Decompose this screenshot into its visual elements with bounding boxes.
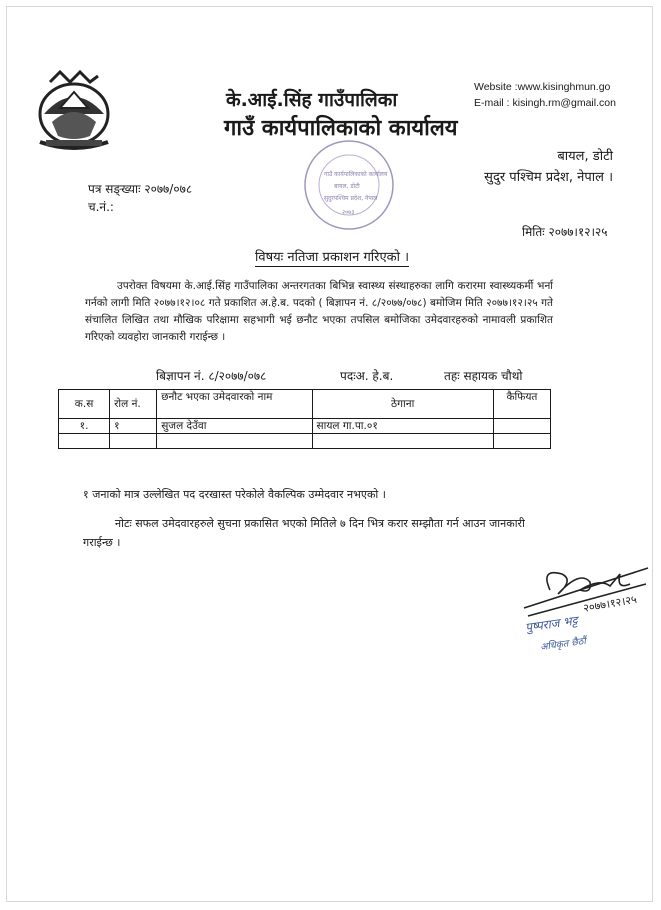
column-header-serial: क.स	[59, 390, 110, 419]
dispatch-number: च.नं.:	[88, 200, 114, 214]
office-address	[484, 146, 613, 188]
cell-address: सायल गा.पा.०१	[312, 419, 493, 434]
column-header-address: ठेगाना	[312, 390, 493, 419]
cell-remarks	[493, 419, 550, 434]
website-text: Website :www.kisinghmun.go	[474, 81, 611, 93]
address-line-1: बायल, डोटी	[557, 149, 613, 164]
stamp-text-line-1: गाउँ कार्यपालिकाको कार्यालय	[324, 171, 388, 178]
cell-roll	[110, 434, 157, 449]
nepal-emblem-icon	[30, 62, 118, 152]
post-name: पदःअ. हे.ब.	[340, 369, 394, 383]
column-header-roll: रोल नं.	[110, 390, 157, 419]
body-paragraph: उपरोक्त विषयमा के.आई.सिंह गाउँपालिका अन्तरगतका बिभिन्न स्वास्थ्य संस्थाहरुका लागि करारमा स्वास्थ्यकर्मी भर्ना गर्नको लागी मिति २०७७।१२।०८ गते प्रकाशित अ.हे.ब. पदको ( बिज्ञापन नं. ८/२०७७/०७८) बमोजिम मिति २०७७।१२।२५ गते संचालित लिखित तथा मौखिक परिक्षामा सहभागी भई छनौट भएका तपसिल बमोजिका उमेदवारहरुको नामावली प्रकाशित गरिएको व्यवहोरा जानकारी गराईन्छ ।	[85, 280, 553, 343]
signatory-title: अधिकृत छैठौं	[539, 635, 587, 654]
cell-address	[312, 434, 493, 449]
note-alternate-candidate: १ जनाको मात्र उल्लेखित पद दरखास्त परेकोले वैकल्पिक उम्मेदवार नभएको ।	[83, 488, 386, 501]
reference-block	[88, 180, 192, 216]
note-contract: नोटः सफल उमेदवारहरुले सुचना प्रकासित भएको मितिले ७ दिन भित्र करार सम्झौता गर्न आउन जानकारी गराईन्छ ।	[83, 517, 525, 549]
office-stamp	[302, 138, 396, 232]
stamp-text-line-3: सुदुरपश्चिम प्रदेश, नेपाल	[324, 195, 378, 202]
office-name: के.आई.सिंह गाउँपालिका	[226, 89, 398, 111]
cell-name	[157, 434, 312, 449]
letter-date: मितिः २०७७।१२।२५	[522, 225, 608, 239]
signature-date: २०७७।१२।२५	[582, 592, 638, 615]
table-header-row	[59, 390, 551, 419]
cell-name: सुजल देउँवा	[157, 419, 312, 434]
signatory-name: पुष्पराज भट्ट	[524, 613, 579, 635]
advertisement-number: बिज्ञापन नं. ८/२०७७/०७८	[156, 369, 267, 383]
cell-roll: १	[110, 419, 157, 434]
column-header-name: छनौट भएका उमेदवारको नाम	[157, 390, 312, 419]
post-level: तहः सहायक चौथो	[444, 369, 523, 383]
cell-remarks	[493, 434, 550, 449]
table-row	[59, 419, 551, 434]
subject-line: विषयः नतिजा प्रकाशन गरिएको ।	[255, 247, 409, 267]
address-line-2: सुदुर पश्चिम प्रदेश, नेपाल ।	[484, 170, 613, 185]
contact-info	[474, 79, 654, 111]
results-table	[58, 389, 551, 449]
email-text: E-mail : kisingh.rm@gmail.con	[474, 97, 616, 109]
column-header-remarks: कैफियत	[493, 390, 550, 419]
office-subtitle: गाउँ कार्यपालिकाको कार्यालय	[224, 116, 458, 141]
stamp-text-line-2: बायल, डोटी	[334, 183, 360, 190]
table-row	[59, 434, 551, 449]
letter-number: पत्र सङ्ख्याः २०७७/०७८	[88, 182, 193, 196]
cell-serial: १.	[59, 419, 110, 434]
stamp-year: २०७३	[342, 209, 355, 216]
cell-serial	[59, 434, 110, 449]
